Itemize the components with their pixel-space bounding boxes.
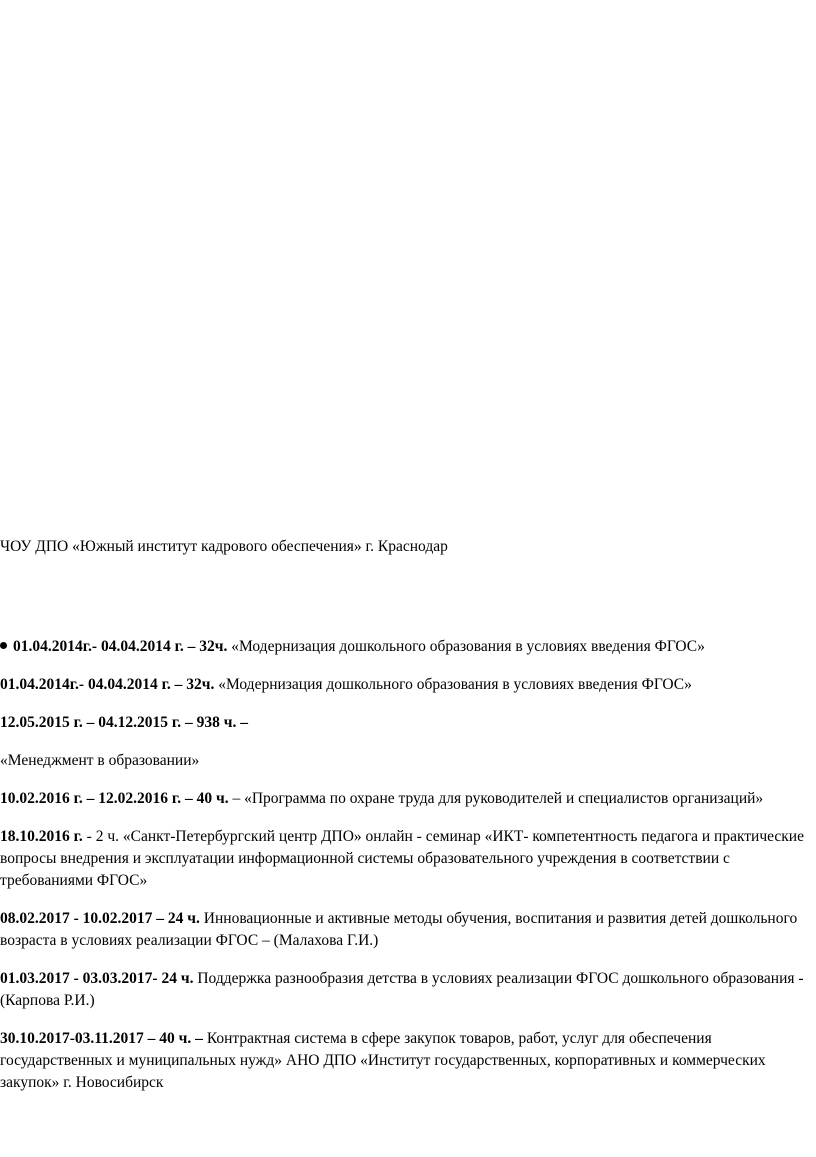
training-entry: [0, 968, 816, 1012]
entry-text: Контрактная система в сфере закупок товаров, работ, услуг для обеспечения государственных и муниципальных нужд» АНО ДПО «Институт государственных, корпоративных и коммерческих закупок» г. Новосибирск: [0, 1030, 766, 1091]
entry-dates: 12.05.2015 г. – 04.12.2015 г. – 938 ч. –: [0, 714, 248, 731]
entry-dates: 01.04.2014г.- 04.04.2014 г. – 32ч.: [13, 638, 228, 655]
organization-line: ЧОУ ДПО «Южный институт кадрового обеспечения» г. Краснодар: [0, 538, 448, 555]
training-entry: [0, 1028, 816, 1094]
entry-text: Поддержка разнообразия детства в условиях реализации ФГОС дошкольного образования -(Карпова Р.И.): [0, 970, 804, 1009]
entry-dates: 30.10.2017-03.11.2017 – 40 ч. –: [0, 1030, 203, 1047]
entry-text: «Модернизация дошкольного образования в условиях введения ФГОС»: [214, 676, 692, 693]
training-entry: [0, 908, 816, 952]
training-entry: [0, 788, 816, 810]
entry-text: «Менеджмент в образовании»: [0, 752, 200, 769]
training-entry: [0, 712, 816, 734]
entry-dates: 01.04.2014г.- 04.04.2014 г. – 32ч.: [0, 676, 215, 693]
entry-dates: 08.02.2017 - 10.02.2017 – 24 ч.: [0, 910, 200, 927]
entry-dates: 10.02.2016 г. – 12.02.2016 г. – 40 ч.: [0, 790, 229, 807]
training-entry: [0, 750, 816, 772]
bullet-icon: [0, 642, 7, 649]
entry-text: - 2 ч. «Санкт-Петербургский центр ДПО» онлайн - семинар «ИКТ- компетентность педагога и практические вопросы внедрения и эксплуатации информационной системы образовательного учреждения в соответствии с требованиями ФГОС»: [0, 828, 804, 889]
entry-text: Инновационные и активные методы обучения, воспитания и развития детей дошкольного возраста в условиях реализации ФГОС – (Малахова Г.И.): [0, 910, 798, 949]
training-list: [0, 636, 816, 1110]
entry-dates: 01.03.2017 - 03.03.2017- 24 ч.: [0, 970, 194, 987]
training-entry: [0, 636, 816, 658]
training-entry: [0, 674, 816, 696]
entry-text: – «Программа по охране труда для руководителей и специалистов организаций»: [228, 790, 764, 807]
entry-text: «Модернизация дошкольного образования в условиях введения ФГОС»: [227, 638, 705, 655]
training-entry: [0, 826, 816, 892]
entry-dates: 18.10.2016 г.: [0, 828, 83, 845]
